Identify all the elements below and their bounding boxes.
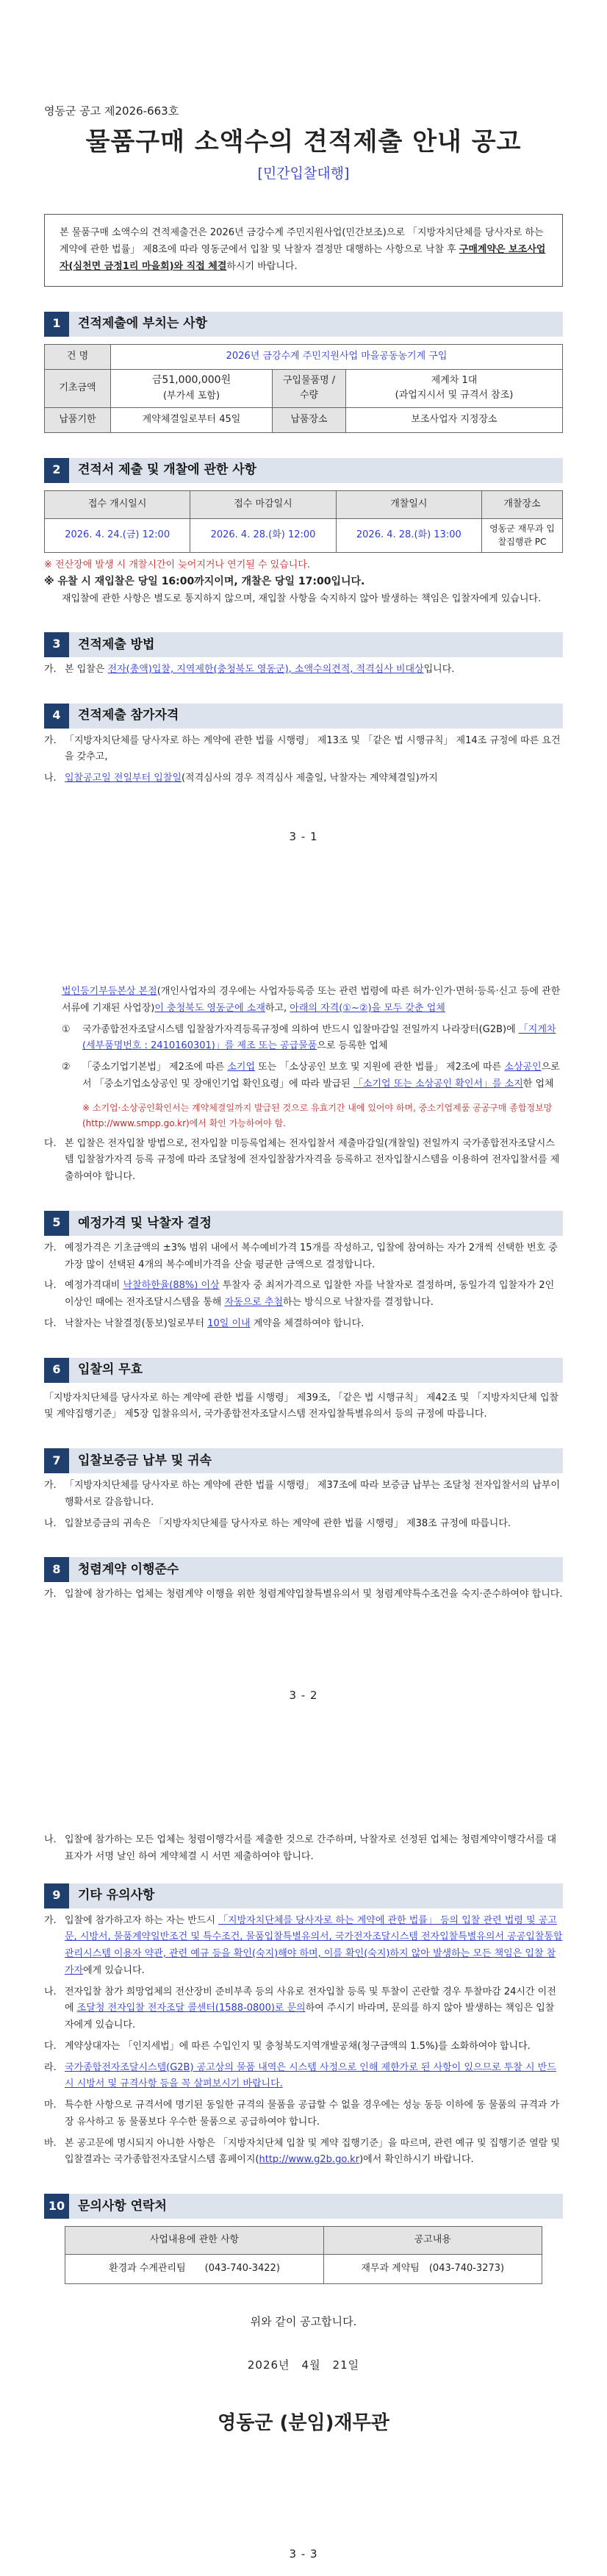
item-text: 입찰에 참가하는 업체는 청렴계약 이행을 위한 청렴계약입찰특별유의서 및 청렴계약특수조건을 숙지·준수하여야 합니다.: [65, 1589, 563, 1600]
text-part: 소기업: [227, 1062, 256, 1073]
text-part: 「중소기업기본법」 제2조에 따른: [82, 1062, 228, 1073]
text-part: 낙찰자는 낙찰결정(통보)일로부터: [65, 1317, 208, 1329]
list-item: [44, 1240, 563, 1274]
item-text: 입찰보증금의 귀속은 「지방자치단체를 당사자로 하는 계약에 관한 법률 시행령」 제38조 규정에 따릅니다.: [65, 1517, 511, 1529]
text-part: 「소기업 또는 소상공인 확인서」를 소지: [353, 1078, 523, 1090]
note-line: ※ 소기업·소상공인확인서는 계약체결일까지 발급된 것으로 유효기간 내에 있어야 하며, 중소기업제품 공공구매 종합정보망(http://www.smpp.go.kr)에서 확인 가능하여야 함.: [82, 1102, 553, 1128]
text-part: 조달청 전자입찰 전자조달 콜센터(1588-0800)로 문의: [76, 2003, 306, 2014]
table-header: 납품장소: [273, 407, 346, 432]
text-part: 낙찰하한율(88%) 이상: [123, 1280, 220, 1292]
text-part: 「지방자치단체를 당사자로 하는 계약에 관한 법률」 등의 입찰 관련 법령 및 공고문, 시방서, 물품계약일반조건 및 특수조건, 물품입찰특별유의서, 국가전자조달시스템 전자입찰특별유의서 공공입찰통합관리시스템 이용자 약관, 관련 예규 등을 확인(숙지)해야 하며, 이를 확인(숙지)하지 않아 발생하는 모든 책임은 입찰 참가자: [65, 1914, 563, 1976]
item-marker: 가.: [44, 1589, 57, 1600]
text-part: 법인등기부등본상 본점: [62, 986, 157, 997]
text-part: 투찰자 중 최저가격으로 입찰한 자를 낙찰자로 결정하며, 동일가격 입찰자가 2인 이상인 때에는 전자조달시스템을 통해: [65, 1280, 555, 1308]
list-item: [44, 1278, 563, 1312]
text-part: 이 충청북도 영동군에 소재: [154, 1002, 265, 1014]
section-title: 견적제출 참가자격: [78, 708, 179, 723]
amount-note: (부가세 포함): [162, 390, 220, 401]
table-header: 공고내용: [323, 2227, 542, 2255]
table-cell: 재무과 계약팀 (043-740-3273): [323, 2255, 542, 2284]
section-header-3: [44, 632, 563, 657]
section-header-1: [44, 312, 563, 337]
closing-text: 위와 같이 공고합니다.: [250, 2315, 357, 2328]
section-number: 7: [44, 1448, 69, 1473]
text-part: 하여 주시기 바라며, 문의를 하지 않아 발생하는 책임은 입찰자에게 있습니다.: [65, 2003, 555, 2031]
list-item: [44, 1984, 563, 2034]
notice-number: 영동군 공고 제2026-663호: [44, 104, 179, 118]
section-title: 견적제출 방법: [78, 637, 155, 652]
text-part: 국가종합전자조달시스템 입찰참가자격등록규정에 의하여 반드시 입찰마감일 전일까지 나라장터(G2B)에: [82, 1023, 519, 1035]
text-part: 10일 이내: [207, 1317, 251, 1329]
item-marker: 가.: [44, 1242, 57, 1253]
list-item: [44, 1059, 563, 1093]
table-cell: [346, 369, 563, 407]
section-title: 견적제출에 부치는 사항: [78, 316, 208, 332]
text-part: (개인사업자의 경우에는 사업자등록증 또는 관련 법령에 따른 허가·인가·면허·등록·신고 등에 관한 서류에 기재된 사업장): [62, 986, 561, 1014]
table-cell: 환경과 수계관리팀 (043-740-3422): [65, 2255, 324, 2284]
text-part: 아래의 자격(①~②)을 모두 갖춘 업체: [290, 1002, 445, 1014]
qty-note: (과업지시서 및 규격서 참조): [395, 390, 514, 401]
section-title: 입찰보증금 납부 및 귀속: [78, 1453, 212, 1468]
text-part: 「지게차(세부품명번호 : 2410160301)」를 제조 또는 공급물품: [82, 1023, 556, 1052]
item-text: 국가종합전자조달시스템(G2B) 공고상의 물품 내역은 시스템 사정으로 인해 제한가로 된 사항이 있으므로 투찰 시 반드시 시방서 및 규격사항 등을 꼭 살펴보시기 바랍니다.: [65, 2061, 556, 2090]
schedule-notes: [44, 557, 563, 607]
text-part: 하는 방식으로 낙찰자를 결정합니다.: [282, 1297, 434, 1308]
text-part: 전자입찰 참가 희망업체의 전산장비 준비부족 등의 사유로 전자입찰 등록 및 투찰이 곤란할 경우 투찰마감 24시간 이전에: [65, 1986, 556, 2014]
text-part: 입찰에 참가하고자 하는 자는 반드시: [65, 1914, 219, 1926]
item-text: 「지방자치단체를 당사자로 하는 계약에 관한 법률 시행령」 제37조에 따라 보증금 납부는 조달청 전자입찰서의 납부이행확서로 갈음합니다.: [65, 1480, 560, 1508]
table-cell: [111, 369, 273, 407]
text-part: )에서 확인하시기 바랍니다.: [359, 2154, 474, 2166]
text-part: 또는 「소상공인 보호 및 지원에 관한 법률」 제2조에 따른: [255, 1062, 505, 1073]
list-item: [44, 1022, 563, 1056]
table-cell: 2026년 금강수계 주민지원사업 마을공동농기계 구입: [111, 344, 563, 369]
list-item: [44, 662, 563, 679]
item-text: [82, 1059, 563, 1093]
section-header-10: [44, 2194, 563, 2219]
bid-subject-table: [44, 344, 563, 433]
section-number: 10: [44, 2194, 69, 2219]
list-item: [44, 1478, 563, 1511]
g2b-link[interactable]: http://www.g2b.go.kr: [259, 2154, 360, 2166]
qty-value: 제계차 1대: [431, 374, 478, 386]
section-number: 5: [44, 1211, 69, 1236]
table-cell: 2026. 4. 28.(화) 13:00: [336, 518, 481, 552]
text-part: 계약을 체결하여야 합니다.: [250, 1317, 364, 1329]
item-text: [65, 1316, 563, 1333]
table-cell: 영동군 재무과 입찰집행관 PC: [482, 518, 563, 552]
intro-text-2: 구매계약은 보조사업자(심천면 금정1리 마을회)와 직접 체결: [60, 244, 546, 272]
table-header: 구입물품명 / 수량: [273, 369, 346, 407]
item-marker: 가.: [44, 1914, 57, 1926]
item-text: [65, 2136, 563, 2169]
issuing-organization: 영동군 (분임)재무관: [218, 2411, 389, 2434]
item-marker: 다.: [44, 1317, 57, 1329]
section-header-2: [44, 458, 563, 483]
contact-table: [65, 2226, 542, 2284]
item-marker: 나.: [44, 773, 57, 784]
list-item: [44, 2060, 563, 2094]
section-title: 청렴계약 이행준수: [78, 1562, 179, 1578]
qualification-text: [44, 984, 563, 1017]
list-item: [44, 1832, 563, 1866]
table-cell: 2026. 4. 24.(금) 12:00: [45, 518, 190, 552]
item-text: [82, 1022, 563, 1056]
item-text: 본 입찰은 전자입찰 방법으로, 전자입찰 미등록업체는 전자입찰서 제출마감일(개찰일) 전일까지 국가종합전자조달시스템 입찰참가자격 등록 규정에 따라 조달청에 전자입찰참가자격을 등록하고 전자입찰시스템을 이용하여 전자입찰서를 제출하여야 합니다.: [65, 1137, 560, 1182]
item-text: 계약상대자는 「인지세법」에 따른 수입인지 및 충청북도지역개발공채(청구금액의 1.5%)를 소화하여야 합니다.: [65, 2040, 531, 2052]
item-text: 입찰에 참가하는 모든 업체는 청렴이행각서를 제출한 것으로 간주하며, 낙찰자로 선정된 업체는 청렴계약이행각서를 대표자가 서명 날인 하여 계약체결 시 서면 제출하여야 합니다.: [65, 1834, 557, 1862]
table-header: 접수 개시일시: [45, 490, 190, 518]
section-header-6: [44, 1358, 563, 1383]
section-number: 1: [44, 312, 69, 337]
item-marker: 마.: [44, 2100, 57, 2111]
item-marker: 가.: [44, 734, 57, 746]
table-header: 사업내용에 관한 사항: [65, 2227, 324, 2255]
page-number: 3 - 1: [289, 829, 318, 843]
list-item: [44, 2039, 563, 2056]
section-header-9: [44, 1883, 563, 1908]
item-marker: ②: [62, 1062, 71, 1073]
notice-date: 2026년 4월 21일: [247, 2358, 360, 2372]
text-part: 자동으로 추첨: [224, 1297, 283, 1308]
list-item: [44, 733, 563, 767]
section-title: 문의사항 연락처: [78, 2198, 167, 2214]
item-marker: 라.: [44, 2061, 57, 2073]
text-part: 으로서 「중소기업소상공인 및 장애인기업 확인요령」에 따라 발급된: [82, 1062, 560, 1090]
page-title: 물품구매 소액수의 견적제출 안내 공고: [85, 127, 522, 157]
intro-text-1: 본 물품구매 소액수의 견적제출건은 2026년 금강수계 주민지원사업(민간보조)으로 「지방자치단체를 당사자로 하는 계약에 관한 법률」 제8조에 따라 영동군에서 입찰 및 낙찰자 결정만 대행하는 사항으로 낙찰 후: [60, 227, 544, 256]
item-text: [65, 770, 563, 787]
item-marker: 나.: [44, 1986, 57, 1997]
text-part: 예정가격대비: [65, 1280, 123, 1292]
intro-box: [44, 214, 563, 286]
list-item: [44, 1586, 563, 1603]
text-part: 입찰공고일 전일부터 입찰일: [65, 773, 182, 784]
item-marker: 가.: [44, 663, 57, 675]
text-part: (적격심사의 경우 적격심사 제출일, 낙찰자는 계약체결일)까지: [181, 773, 438, 784]
table-cell: 보조사업자 지정장소: [346, 407, 563, 432]
list-item: [44, 1316, 563, 1333]
item-text: 예정가격은 기초금액의 ±3% 범위 내에서 복수예비가격 15개를 작성하고, 입찰에 참여하는 자가 2개씩 선택한 번호 중 가장 많이 선택된 4개의 복수예비가격을 산술 평균한 금액으로 결정합니다.: [65, 1242, 558, 1270]
item-marker: 나.: [44, 1280, 57, 1292]
text-part: 한 업체: [522, 1078, 554, 1090]
table-header: 개찰일시: [336, 490, 481, 518]
page-subtitle: [민간입찰대행]: [257, 165, 350, 182]
text-part: 에게 있습니다.: [83, 1964, 145, 1976]
table-cell: 계약체결일로부터 45일: [111, 407, 273, 432]
text-part: 으로 등록한 업체: [317, 1040, 388, 1052]
section-number: 2: [44, 458, 69, 483]
section-header-5: [44, 1211, 563, 1236]
page-number: 3 - 2: [289, 1688, 318, 1702]
item-text: [65, 1984, 563, 2034]
note-line: ※ 전산장애 발생 시 개찰시간이 늦어지거나 연기될 수 있습니다.: [44, 559, 311, 570]
page-3: [0, 1717, 607, 2576]
text-part: 하고,: [265, 1002, 290, 1014]
item-text: [65, 1913, 563, 1980]
intro-text-3: 하시기 바랍니다.: [226, 260, 298, 272]
item-text: 특수한 사항으로 규격서에 명기된 동일한 규격의 물품을 공급할 수 없을 경우에는 성능 동등 이하에 동 물품의 규격과 가장 유사하고 동 물품보다 우수한 물품으로 공급하여야 합니다.: [65, 2100, 560, 2128]
page-1: [0, 0, 607, 859]
item-marker: 가.: [44, 1480, 57, 1491]
list-item: [44, 2097, 563, 2131]
item-text: 「지방자치단체를 당사자로 하는 계약에 관한 법률 시행령」 제13조 및 「같은 법 시행규칙」 제14조 규정에 따른 요건을 갖추고,: [65, 734, 561, 763]
table-header: 접수 마감일시: [190, 490, 336, 518]
table-header: 납품기한: [45, 407, 111, 432]
item-marker: 다.: [44, 1137, 57, 1149]
list-item: [44, 1913, 563, 1980]
section-title: 기타 유의사항: [78, 1888, 155, 1903]
section-number: 9: [44, 1883, 69, 1908]
section-header-7: [44, 1448, 563, 1473]
item-marker: 나.: [44, 1517, 57, 1529]
list-item: [44, 1136, 563, 1186]
note-line: 재입찰에 관한 사항은 별도로 통지하지 않으며, 재입찰 사항을 숙지하지 않아 발생하는 책임은 입찰자에게 있습니다.: [62, 593, 542, 604]
text-part: 전자(총액)입찰, 지역제한(충청북도 영동군), 소액수의견적, 적격심사 비대상: [107, 663, 424, 675]
text-part: 입니다.: [423, 663, 455, 675]
section-number: 3: [44, 632, 69, 657]
invalid-bid-text: 「지방자치단체를 당사자로 하는 계약에 관한 법률 시행령」 제39조, 「같은 법 시행규칙」 제42조 및 「지방자치단체 입찰 및 계약집행기준」 제5장 입찰유의서, 국가종합전자조달시스템 전자입찰특별유의서 등의 규정에 따릅니다.: [44, 1392, 559, 1420]
section-number: 6: [44, 1358, 69, 1383]
text-part: 본 입찰은: [65, 663, 108, 675]
page-2: [0, 859, 607, 1717]
list-item: [44, 2136, 563, 2169]
page-number: 3 - 3: [289, 2547, 318, 2561]
section-header-4: [44, 704, 563, 729]
item-text: [65, 662, 563, 679]
item-marker: 바.: [44, 2137, 57, 2149]
table-cell: 2026. 4. 28.(화) 12:00: [190, 518, 336, 552]
amount-value: 금51,000,000원: [151, 374, 231, 387]
section-title: 예정가격 및 낙찰자 결정: [78, 1215, 212, 1231]
section-number: 4: [44, 704, 69, 729]
item-marker: 나.: [44, 1834, 57, 1845]
table-header: 기초금액: [45, 369, 111, 407]
list-item: [44, 1516, 563, 1533]
table-header: 개찰장소: [482, 490, 563, 518]
section-title: 견적서 제출 및 개찰에 관한 사항: [78, 462, 257, 478]
note-line: ※ 유찰 시 재입찰은 당일 16:00까지이며, 개찰은 당일 17:00입니다.: [44, 575, 365, 587]
text-part: 본 공고문에 명시되지 아니한 사항은 「지방자치단체 입찰 및 계약 집행기준」을 따르며, 관련 예규 및 집행기준 열람 및 입찰결과는 국가종합전자조달시스템 홈페이지(: [65, 2137, 560, 2166]
table-header: 건 명: [45, 344, 111, 369]
list-item: [44, 770, 563, 787]
item-marker: 다.: [44, 2040, 57, 2052]
section-number: 8: [44, 1557, 69, 1582]
item-marker: ①: [62, 1023, 71, 1035]
section-title: 입찰의 무효: [78, 1362, 143, 1378]
section-header-8: [44, 1557, 563, 1582]
text-part: 소상공인: [504, 1062, 542, 1073]
schedule-table: [44, 490, 563, 553]
item-text: [65, 1278, 563, 1312]
